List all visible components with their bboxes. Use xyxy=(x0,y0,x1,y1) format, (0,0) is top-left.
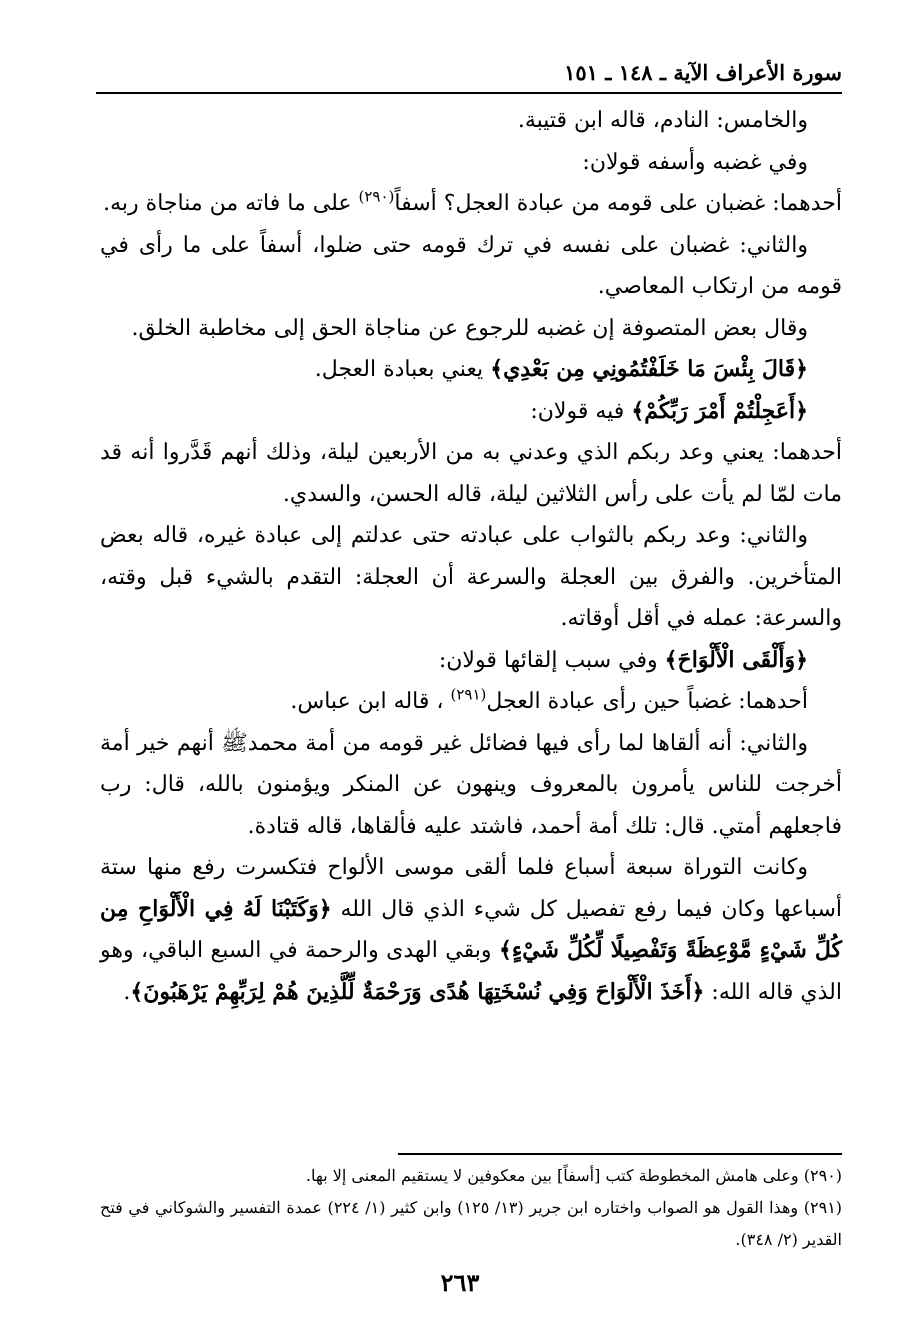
paragraph-text: أحدهما: غضبان على قومه من عبادة العجل؟ أسفاً xyxy=(394,191,842,216)
paragraph xyxy=(100,640,842,682)
paragraph-text: أحدهما: غضباً حين رأى عبادة العجل xyxy=(486,689,808,714)
paragraph-text: يعني بعبادة العجل. xyxy=(314,357,484,382)
paragraph: والثاني: وعد ربكم بالثواب على عبادته حتى عدلتم إلى عبادة غيره، قاله بعض المتأخرين. والفرق بين العجلة والسرعة أن العجلة: التقدم بالشيء قبل وقته، والسرعة: عمله في أقل أوقاته. xyxy=(100,523,842,631)
running-header: سورة الأعراف الآية ـ ١٤٨ ـ ١٥١ xyxy=(564,60,842,85)
paragraph-text: على ما فاته من مناجاة ربه. xyxy=(103,191,352,216)
page-number: ٢٦٣ xyxy=(440,1268,480,1297)
quran-verse: ﴿أَخَذَ الْأَلْوَاحَ وَفِي نُسْخَتِهَا هُدًى وَرَحْمَةٌ لِّلَّذِينَ هُمْ لِرَبِّهِمْ يَرْهَبُونَ﴾ xyxy=(130,978,705,1005)
paragraph: والثاني: أنه ألقاها لما رأى فيها فضائل غير قومه من أمة محمدﷺ أنهم خير أمة أخرجت للناس يأمرون بالمعروف وينهون عن المنكر ويؤمنون بالله، قال: رب فاجعلهم أمتي. قال: تلك أمة أحمد، فاشتد عليه فألقاها، قاله قتادة. xyxy=(100,730,842,839)
main-text xyxy=(100,100,842,1013)
quran-verse: ﴿وَأَلْقَى الْأَلْوَاحَ﴾ xyxy=(664,646,808,673)
paragraph-text: ، قاله ابن عباس. xyxy=(290,689,444,714)
quran-verse: ﴿أَعَجِلْتُمْ أَمْرَ رَبِّكُمْ﴾ xyxy=(631,397,808,424)
paragraph: أحدهما: يعني وعد ربكم الذي وعدني به من الأربعين ليلة، وذلك أنهم قَدَّروا أنه قد مات لمّا لم يأت على رأس الثلاثين ليلة، قاله الحسن، والسدي. xyxy=(100,440,842,507)
quran-verse: ﴿وَكَتَبْنَا لَهُ فِي الْأَلْوَاحِ مِن كُلِّ شَيْءٍ مَّوْعِظَةً وَتَفْصِيلًا لِّكُلِّ شَيْءٍ﴾ xyxy=(100,895,843,963)
footnotes xyxy=(100,1160,842,1256)
paragraph: وفي غضبه وأسفه قولان: xyxy=(582,149,808,175)
paragraph-text: . xyxy=(123,979,131,1005)
footnote: (٢٩٠) وعلى هامش المخطوطة كتب [أسفاً] بين معكوفين لا يستقيم المعنى إلا بها. xyxy=(305,1166,842,1185)
paragraph xyxy=(100,681,842,723)
paragraph-text: وبقي الهدى والرحمة في السبع الباقي، وهو الذي قاله الله: xyxy=(100,938,842,1005)
footnote-reference: (٢٩٠) xyxy=(358,187,395,206)
footnote-reference: (٢٩١) xyxy=(450,685,487,704)
paragraph xyxy=(100,391,842,433)
footnote-rule xyxy=(398,1153,842,1155)
header-rule xyxy=(96,92,842,94)
paragraph-text: فيه قولان: xyxy=(530,398,625,424)
quran-verse: ﴿قَالَ بِئْسَ مَا خَلَفْتُمُونِي مِن بَعْدِي﴾ xyxy=(490,356,808,382)
paragraph-text: وفي سبب إلقائها قولان: xyxy=(438,647,658,673)
paragraph: وقال بعض المتصوفة إن غضبه للرجوع عن مناجاة الحق إلى مخاطبة الخلق. xyxy=(131,315,808,341)
paragraph: والخامس: النادم، قاله ابن قتيبة. xyxy=(517,108,808,133)
paragraph: والثاني: غضبان على نفسه في ترك قومه حتى ضلوا، أسفاً على ما رأى في قومه من ارتكاب المعاصي. xyxy=(100,232,842,299)
paragraph xyxy=(100,847,842,1013)
footnote: (٢٩١) وهذا القول هو الصواب واختاره ابن جرير (١٣/ ١٢٥) وابن كثير (١/ ٢٢٤) عمدة التفسير والشوكاني في فتح القدير (٢/ ٣٤٨). xyxy=(100,1198,843,1249)
paragraph-text: وكانت التوراة سبعة أسباع فلما ألقى موسى الألواح فتكسرت رفع منها ستة أسباعها وكان فيما رفع تفصيل كل شيء الذي قال الله xyxy=(100,855,842,922)
paragraph xyxy=(100,183,842,225)
paragraph xyxy=(100,349,842,391)
